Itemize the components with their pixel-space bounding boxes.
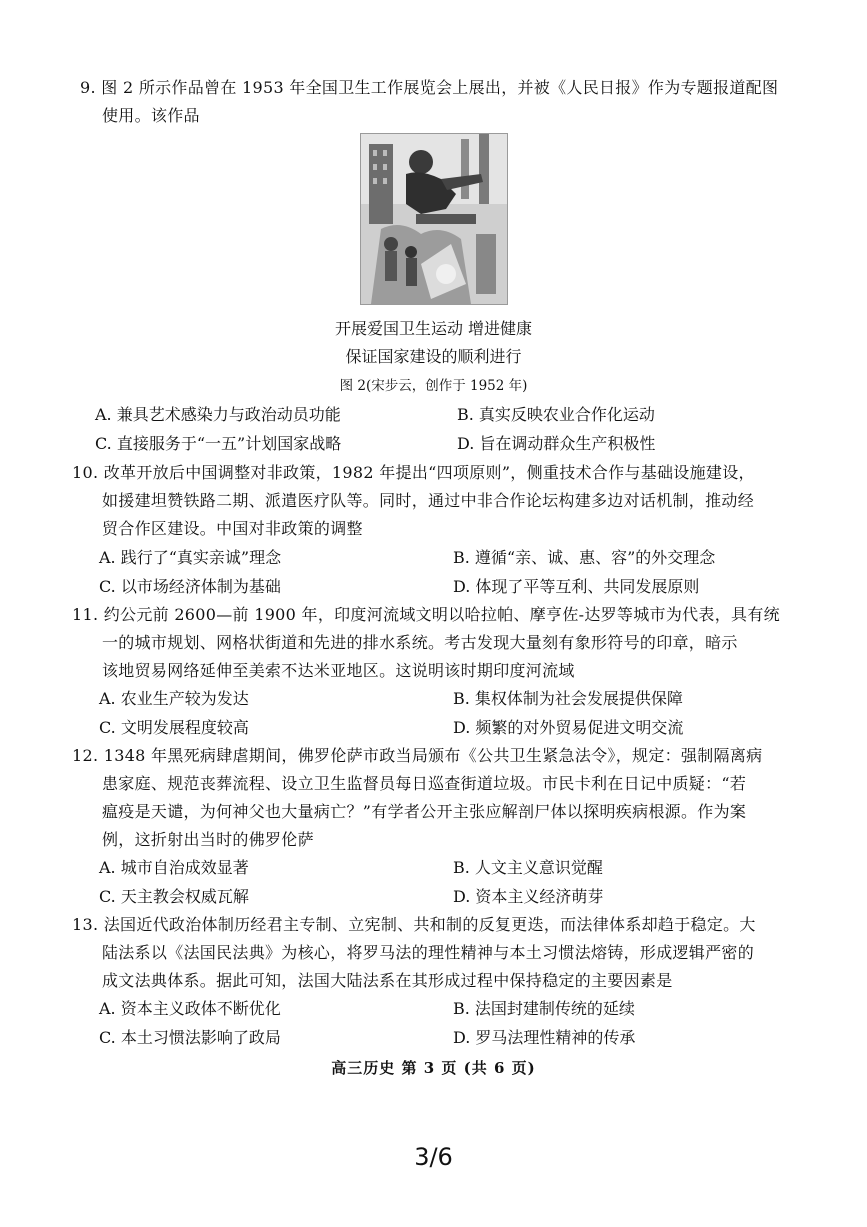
option-c: C. 天主教会权威瓦解 <box>99 887 249 906</box>
figure-caption: 图 2(宋步云，创作于 1952 年) <box>339 378 528 394</box>
option-b: B. 遵循“亲、诚、惠、容”的外交理念 <box>453 548 716 567</box>
option-d: D. 旨在调动群众生产积极性 <box>457 434 656 453</box>
stem-line: 使用。该作品 <box>102 106 200 125</box>
stem-line: 成文法典体系。据此可知，法国大陆法系在其形成过程中保持稳定的主要因素是 <box>102 971 673 990</box>
option-b: B. 真实反映农业合作化运动 <box>457 405 655 424</box>
option-a: A. 农业生产较为发达 <box>99 689 249 708</box>
poster-caption-line2: 保证国家建设的顺利进行 <box>345 347 522 366</box>
stem-line: 10. 改革开放后中国调整对非政策，1982 年提出“四项原则”，侧重技术合作与基础设施建设， <box>72 463 755 482</box>
poster-image <box>361 134 507 304</box>
stem-line: 贸合作区建设。中国对非政策的调整 <box>102 519 363 538</box>
stem-line: 该地贸易网络延伸至美索不达米亚地区。这说明该时期印度河流域 <box>102 661 575 680</box>
option-c: C. 本土习惯法影响了政局 <box>99 1028 281 1047</box>
option-b: B. 人文主义意识觉醒 <box>453 858 603 877</box>
option-a: A. 践行了“真实亲诚”理念 <box>99 548 282 567</box>
option-c: C. 以市场经济体制为基础 <box>99 577 281 596</box>
stem-line: 例，这折射出当时的佛罗伦萨 <box>102 830 314 849</box>
option-a: A. 资本主义政体不断优化 <box>99 999 281 1018</box>
stem-line: 11. 约公元前 2600—前 1900 年，印度河流域文明以哈拉帕、摩亨佐-达罗等城市为代表，具有统 <box>72 605 780 624</box>
option-d: D. 频繁的对外贸易促进文明交流 <box>453 718 684 737</box>
poster-illustration <box>360 133 508 305</box>
option-d: D. 体现了平等互利、共同发展原则 <box>453 577 700 596</box>
stem-line: 如援建坦赞铁路二期、派遣医疗队等。同时，通过中非合作论坛构建多边对话机制，推动经 <box>102 491 755 510</box>
stem-line: 12. 1348 年黑死病肆虐期间，佛罗伦萨市政当局颁布《公共卫生紧急法令》，规定：强制隔离病 <box>72 746 763 765</box>
stem-line: 一的城市规划、网格状街道和先进的排水系统。考古发现大量刻有象形符号的印章，暗示 <box>102 633 738 652</box>
poster-caption-line1: 开展爱国卫生运动 增进健康 <box>334 319 533 338</box>
stem-line: 13. 法国近代政治体制历经君主专制、立宪制、共和制的反复更迭，而法律体系却趋于稳定。大 <box>72 915 756 934</box>
option-d: D. 罗马法理性精神的传承 <box>453 1028 636 1047</box>
page-footer: 高三历史 第 3 页 (共 6 页) <box>331 1059 536 1077</box>
option-c: C. 直接服务于“一五”计划国家战略 <box>95 434 342 453</box>
option-d: D. 资本主义经济萌芽 <box>453 887 604 906</box>
option-a: A. 兼具艺术感染力与政治动员功能 <box>95 405 341 424</box>
page-indicator: 3/6 <box>414 1143 453 1171</box>
stem-line: 图 2 所示作品曾在 1953 年全国卫生工作展览会上展出，并被《人民日报》作为专题报道配图 <box>101 78 779 97</box>
question-number: 9. <box>80 78 96 97</box>
stem-line: 患家庭、规范丧葬流程、设立卫生监督员每日巡查街道垃圾。市民卡利在日记中质疑：“若 <box>102 774 747 793</box>
option-a: A. 城市自治成效显著 <box>99 858 249 877</box>
stem-line: 瘟疫是天谴，为何神父也大量病亡？”有学者公开主张应解剖尸体以探明疾病根源。作为案 <box>102 802 747 821</box>
option-c: C. 文明发展程度较高 <box>99 718 249 737</box>
option-b: B. 法国封建制传统的延续 <box>453 999 635 1018</box>
stem-line: 陆法系以《法国民法典》为核心，将罗马法的理性精神与本土习惯法熔铸，形成逻辑严密的 <box>102 943 755 962</box>
option-b: B. 集权体制为社会发展提供保障 <box>453 689 683 708</box>
